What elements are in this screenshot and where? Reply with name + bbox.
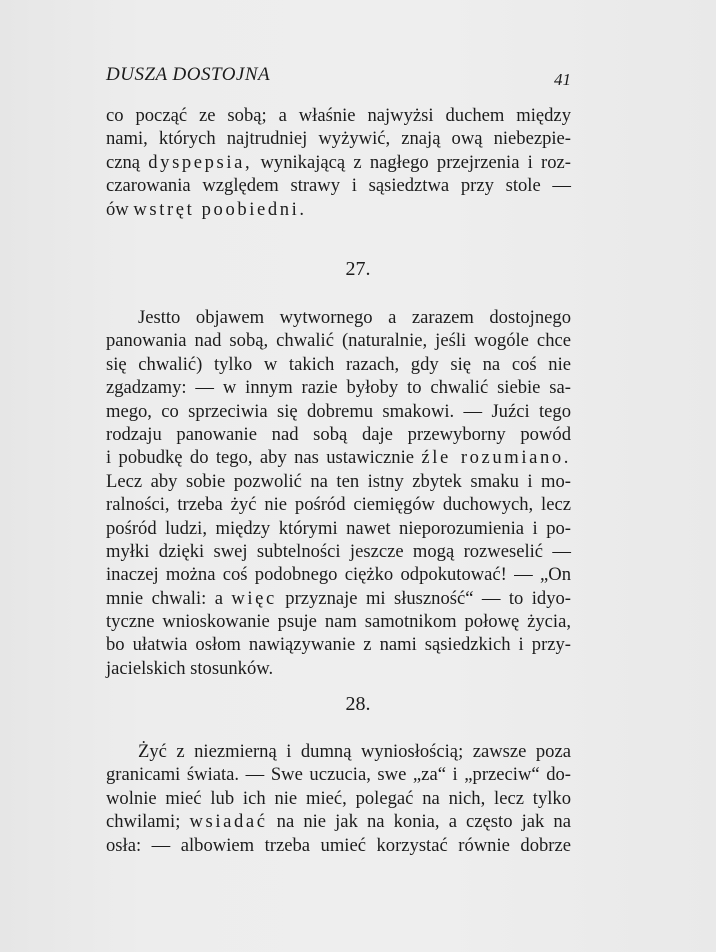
text-line: bo ułatwia osłom nawiązywanie z nami sąsiedzkich i przy-	[106, 634, 571, 656]
text-line: zgadzamy: — w innym razie byłoby to chwalić siebie sa-	[106, 377, 571, 399]
spaced-emphasis: wstręt poobiedni.	[133, 198, 307, 220]
text-line: ralności, trzeba żyć nie pośród ciemięgów duchowych, lecz	[106, 494, 571, 516]
text-line: chwilami; wsiadać na nie jak na konia, a często jak na	[106, 811, 571, 833]
text-line: rodzaju panowanie nad sobą daje przewyborny powód	[106, 423, 571, 445]
continuation-paragraph	[106, 104, 571, 221]
section-number-28: 28.	[345, 693, 371, 715]
text-line: się chwalić) tylko w takich razach, gdy się na coś nie	[106, 353, 571, 375]
section-28-paragraph	[106, 740, 571, 857]
spaced-emphasis: więc	[231, 587, 277, 609]
page-header	[106, 64, 571, 94]
text-line: i pobudkę do tego, aby nas ustawicznie źle rozumiano.	[106, 447, 571, 469]
text-line: osła: — albowiem trzeba umieć korzystać równie dobrze	[106, 834, 571, 856]
text-line: panowania nad sobą, chwalić (naturalnie, jeśli wogóle chce	[106, 330, 571, 352]
text-line: mnie chwali: a więc przyznaje mi słuszność“ — to idyo-	[106, 587, 572, 609]
text-line: Żyć z niezmierną i dumną wyniosłością; zawsze poza	[138, 741, 571, 762]
text-line: tyczne wnioskowanie psuje nam samotnikom połowę życia,	[106, 611, 571, 633]
text-line: czarowania względem strawy i sąsiedztwa przy stole —	[106, 175, 571, 197]
text-line: inaczej można coś podobnego ciężko odpokutować! — „On	[106, 564, 571, 586]
text-line: pośród ludzi, między którymi nawet nieporozumienia i po-	[106, 517, 571, 539]
running-title: DUSZA DOSTOJNA	[106, 64, 271, 85]
spaced-emphasis: źle rozumiano.	[421, 447, 571, 469]
text-line: mego, co sprzeciwia się dobremu smakowi. — Juźci tego	[106, 400, 571, 422]
text-line: granicami świata. — Swe uczucia, swe „za“ i „przeciw“ do-	[106, 764, 571, 786]
text-line: czną dyspepsia, wynikającą z nagłego przejrzenia i roz-	[106, 151, 571, 173]
text-line: jacielskich stosunków.	[106, 657, 274, 679]
text-line: myłki dzięki swej subtelności jeszcze mogą rozweselić —	[106, 540, 571, 562]
text-line: co począć ze sobą; a właśnie najwyżsi duchem między	[106, 105, 571, 126]
text-line: Lecz aby sobie pozwolić na ten istny zbytek smaku i mo-	[106, 470, 571, 492]
text-line: nami, których najtrudniej wyżywić, znają ową niebezpie-	[106, 128, 571, 150]
text-line: Jestto objawem wytwornego a zarazem dostojnego	[138, 307, 571, 328]
page-number: 41	[554, 70, 571, 89]
text-line: ów wstręt poobiedni.	[106, 198, 307, 220]
section-27-paragraph	[106, 306, 571, 680]
spaced-emphasis: wsiadać	[189, 811, 268, 833]
spaced-emphasis: dyspepsia,	[148, 151, 253, 173]
section-number-27: 27.	[345, 258, 371, 280]
text-line: wolnie mieć lub ich nie mieć, polegać na nich, lecz tylko	[106, 787, 571, 809]
